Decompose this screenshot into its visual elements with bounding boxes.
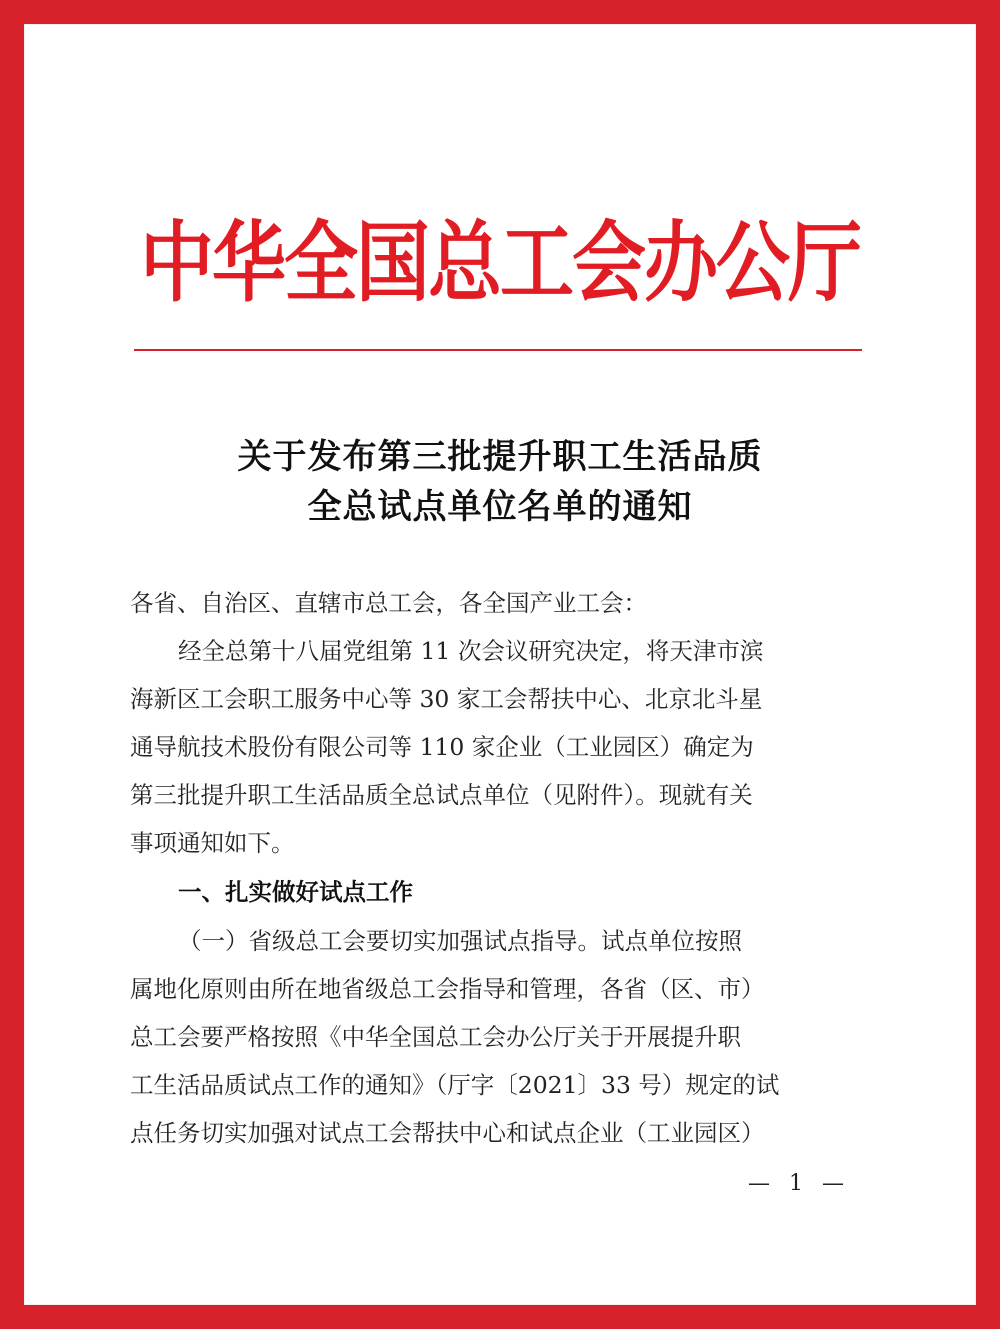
document-title xyxy=(24,432,976,532)
paragraph-line: 点任务切实加强对试点工会帮扶中心和试点企业（工业园区） xyxy=(130,1119,765,1147)
paragraph-line: 总工会要严格按照《中华全国总工会办公厅关于开展提升职 xyxy=(130,1023,741,1051)
paragraph-line: 事项通知如下。 xyxy=(130,829,295,857)
salutation: 各省、自治区、直辖市总工会，各全国产业工会： xyxy=(130,589,647,617)
document-title-line-2: 全总试点单位名单的通知 xyxy=(307,487,693,527)
paragraph-line: （一）省级总工会要切实加强试点指导。试点单位按照 xyxy=(178,927,742,955)
letterhead-title: 中华全国总工会办公厅 xyxy=(140,212,860,315)
paragraph-line: 经全总第十八届党组第 11 次会议研究决定，将天津市滨 xyxy=(178,637,764,665)
paragraph-line: 属地化原则由所在地省级总工会指导和管理，各省（区、市） xyxy=(130,975,765,1003)
document-title-line-1: 关于发布第三批提升职工生活品质 xyxy=(237,437,763,477)
document-page xyxy=(24,24,976,1305)
page-number: — 1 — xyxy=(748,1171,850,1196)
letterhead-rule xyxy=(134,349,862,351)
section-heading: 一、扎实做好试点工作 xyxy=(178,878,413,906)
paragraph-line: 工生活品质试点工作的通知》（厅字〔2021〕33 号）规定的试 xyxy=(130,1071,780,1099)
paragraph-line: 第三批提升职工生活品质全总试点单位（见附件）。现就有关 xyxy=(130,781,753,809)
paragraph-line: 海新区工会职工服务中心等 30 家工会帮扶中心、北京北斗星 xyxy=(130,685,763,713)
paragraph-section-one xyxy=(130,917,872,1157)
paragraph-line: 通导航技术股份有限公司等 110 家企业（工业园区）确定为 xyxy=(130,733,754,761)
paragraph-intro xyxy=(130,627,872,867)
